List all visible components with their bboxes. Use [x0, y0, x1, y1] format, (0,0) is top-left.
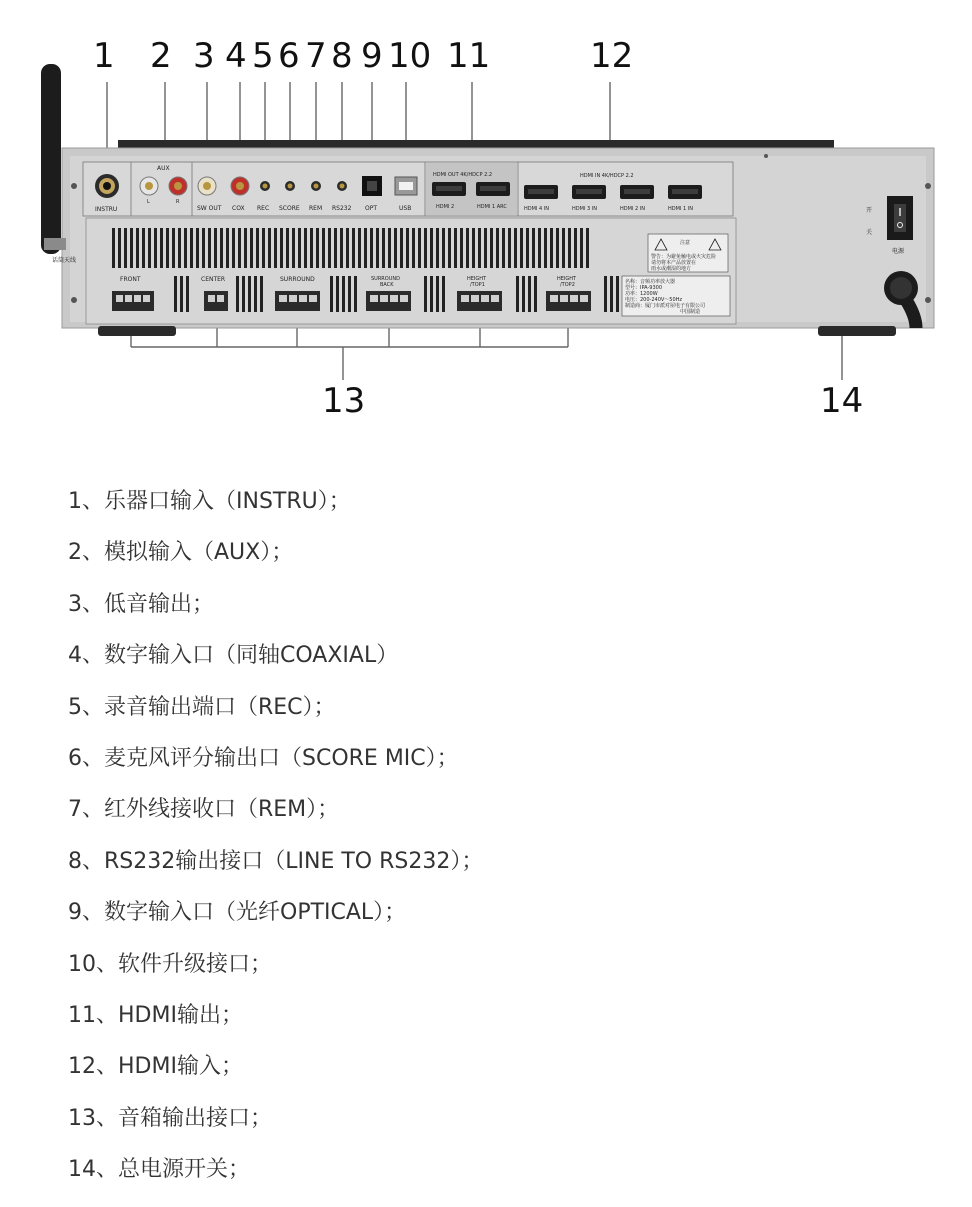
instru-jack[interactable] — [95, 174, 119, 198]
rec-label: REC — [257, 205, 270, 212]
sw-out-jack[interactable] — [198, 177, 216, 195]
legend-item-14: 14、总电源开关； — [68, 1157, 250, 1183]
legend-item-13: 13、音箱输出接口； — [68, 1105, 272, 1131]
surround-back-label-1: SURROUND — [371, 276, 400, 282]
callout-7: 7 — [305, 36, 327, 76]
hdmi-in-2-port[interactable] — [620, 185, 654, 199]
legend-item-9: 9、数字输入口（光纤OPTICAL）； — [68, 900, 407, 926]
legend-item-4: 4、数字输入口（同轴COAXIAL） — [68, 643, 399, 669]
rs232-jack[interactable] — [337, 181, 347, 191]
svg-text:型号：IPA-9300: 型号：IPA-9300 — [625, 285, 663, 291]
svg-text:功率：1200W: 功率：1200W — [625, 291, 658, 297]
callout-1: 1 — [93, 36, 115, 76]
sw-out-label: SW OUT — [197, 205, 222, 212]
hdmi-in-1-port[interactable] — [668, 185, 702, 199]
aux-r-jack[interactable] — [169, 177, 187, 195]
legend-item-3: 3、低音输出； — [68, 591, 214, 617]
surround-back-terminal[interactable] — [366, 291, 411, 311]
rec-jack[interactable] — [260, 181, 270, 191]
hdmi-in-3-label: HDMI 3 IN — [572, 206, 597, 212]
surround-back-label-2: BACK — [380, 282, 394, 288]
legend-item-11: 11、HDMI输出； — [68, 1002, 243, 1028]
svg-text:制造商：厦门市派对屋电子有限公司: 制造商：厦门市派对屋电子有限公司 — [625, 303, 706, 309]
hdmi-in-1-label: HDMI 1 IN — [668, 206, 693, 212]
surround-label: SURROUND — [280, 276, 315, 283]
svg-text:雨水或潮湿的地方: 雨水或潮湿的地方 — [651, 266, 692, 272]
callout-4: 4 — [225, 36, 247, 76]
callout-9: 9 — [361, 36, 383, 76]
hdmi-in-2-label: HDMI 2 IN — [620, 206, 645, 212]
front-terminal[interactable] — [112, 291, 154, 311]
hdmi-out-2-port[interactable] — [432, 182, 466, 196]
callout-3: 3 — [193, 36, 215, 76]
hdmi-out-2-label: HDMI 2 — [436, 204, 455, 210]
front-label: FRONT — [120, 276, 141, 283]
power-on-label: 开 — [866, 207, 873, 214]
warning-label — [648, 234, 728, 272]
callout-8: 8 — [331, 36, 353, 76]
rear-panel-diagram — [0, 0, 972, 440]
hdmi-out-1-label: HDMI 1 ARC — [477, 204, 507, 210]
callout-6: 6 — [278, 36, 300, 76]
legend-item-7: 7、红外线接收口（REM）； — [68, 797, 340, 823]
hdmi-in-header: HDMI IN 4K/HDCP 2.2 — [580, 173, 634, 179]
height-top2-label-2: /TOP2 — [560, 282, 575, 288]
aux-r-label: R — [176, 199, 180, 205]
callout-2: 2 — [150, 36, 172, 76]
usb-label: USB — [399, 205, 412, 212]
legend-item-8: 8、RS232输出接口（LINE TO RS232）； — [68, 848, 484, 874]
legend-item-12: 12、HDMI输入； — [68, 1054, 243, 1080]
center-terminal[interactable] — [204, 291, 228, 311]
svg-text:名称：音频功率放大器: 名称：音频功率放大器 — [625, 279, 676, 285]
aux-l-jack[interactable] — [140, 177, 158, 195]
port-legend-list — [68, 482, 483, 1201]
height-top1-label-1: HEIGHT — [467, 276, 487, 282]
callout-11: 11 — [447, 36, 491, 76]
power-switch[interactable] — [887, 196, 913, 240]
svg-text:注意: 注意 — [680, 240, 691, 246]
callout-10: 10 — [388, 36, 432, 76]
height-top1-label-2: /TOP1 — [470, 282, 485, 288]
svg-text:请勿将本产品放置在: 请勿将本产品放置在 — [651, 260, 697, 266]
cox-jack[interactable] — [231, 177, 249, 195]
height-top2-label-1: HEIGHT — [557, 276, 577, 282]
center-label: CENTER — [201, 276, 226, 283]
legend-item-6: 6、麦克风评分输出口（SCORE MIC）； — [68, 745, 459, 771]
power-off-label: 关 — [866, 229, 873, 236]
legend-item-1: 1、乐器口输入（INSTRU）； — [68, 489, 351, 514]
height-top2-terminal[interactable] — [546, 291, 591, 311]
hdmi-in-4-port[interactable] — [524, 185, 558, 199]
spec-label — [622, 276, 730, 316]
height-top1-terminal[interactable] — [457, 291, 502, 311]
hdmi-in-3-port[interactable] — [572, 185, 606, 199]
svg-text:中国制造: 中国制造 — [680, 309, 701, 315]
hdmi-out-header: HDMI OUT 4K/HDCP 2.2 — [433, 172, 493, 178]
callout-14: 14 — [820, 381, 864, 421]
power-label: 电源 — [892, 248, 905, 255]
opt-label: OPT — [365, 205, 378, 212]
rs232-label: RS232 — [332, 205, 352, 212]
svg-text:警告：为避免触电或火灾危险: 警告：为避免触电或火灾危险 — [651, 254, 717, 260]
hdmi-in-4-label: HDMI 4 IN — [524, 206, 549, 212]
hdmi-out-1-port[interactable] — [476, 182, 510, 196]
rem-jack[interactable] — [311, 181, 321, 191]
cox-label: COX — [232, 205, 245, 212]
rem-label: REM — [309, 205, 323, 212]
instru-label: INSTRU — [95, 206, 118, 213]
score-label: SCORE — [279, 205, 300, 212]
legend-item-2: 2、模拟输入（AUX）； — [68, 540, 294, 566]
callout-13: 13 — [322, 381, 366, 421]
score-jack[interactable] — [285, 181, 295, 191]
svg-text:电压：200-240V～50Hz: 电压：200-240V～50Hz — [625, 297, 683, 303]
antenna-label: 话筒天线 — [52, 257, 77, 264]
aux-l-label: L — [147, 199, 150, 205]
legend-item-10: 10、软件升级接口； — [68, 951, 272, 977]
callout-12: 12 — [590, 36, 634, 76]
aux-label: AUX — [157, 165, 170, 172]
surround-terminal[interactable] — [275, 291, 320, 311]
callout-5: 5 — [252, 36, 274, 76]
legend-item-5: 5、录音输出端口（REC）； — [68, 694, 336, 720]
